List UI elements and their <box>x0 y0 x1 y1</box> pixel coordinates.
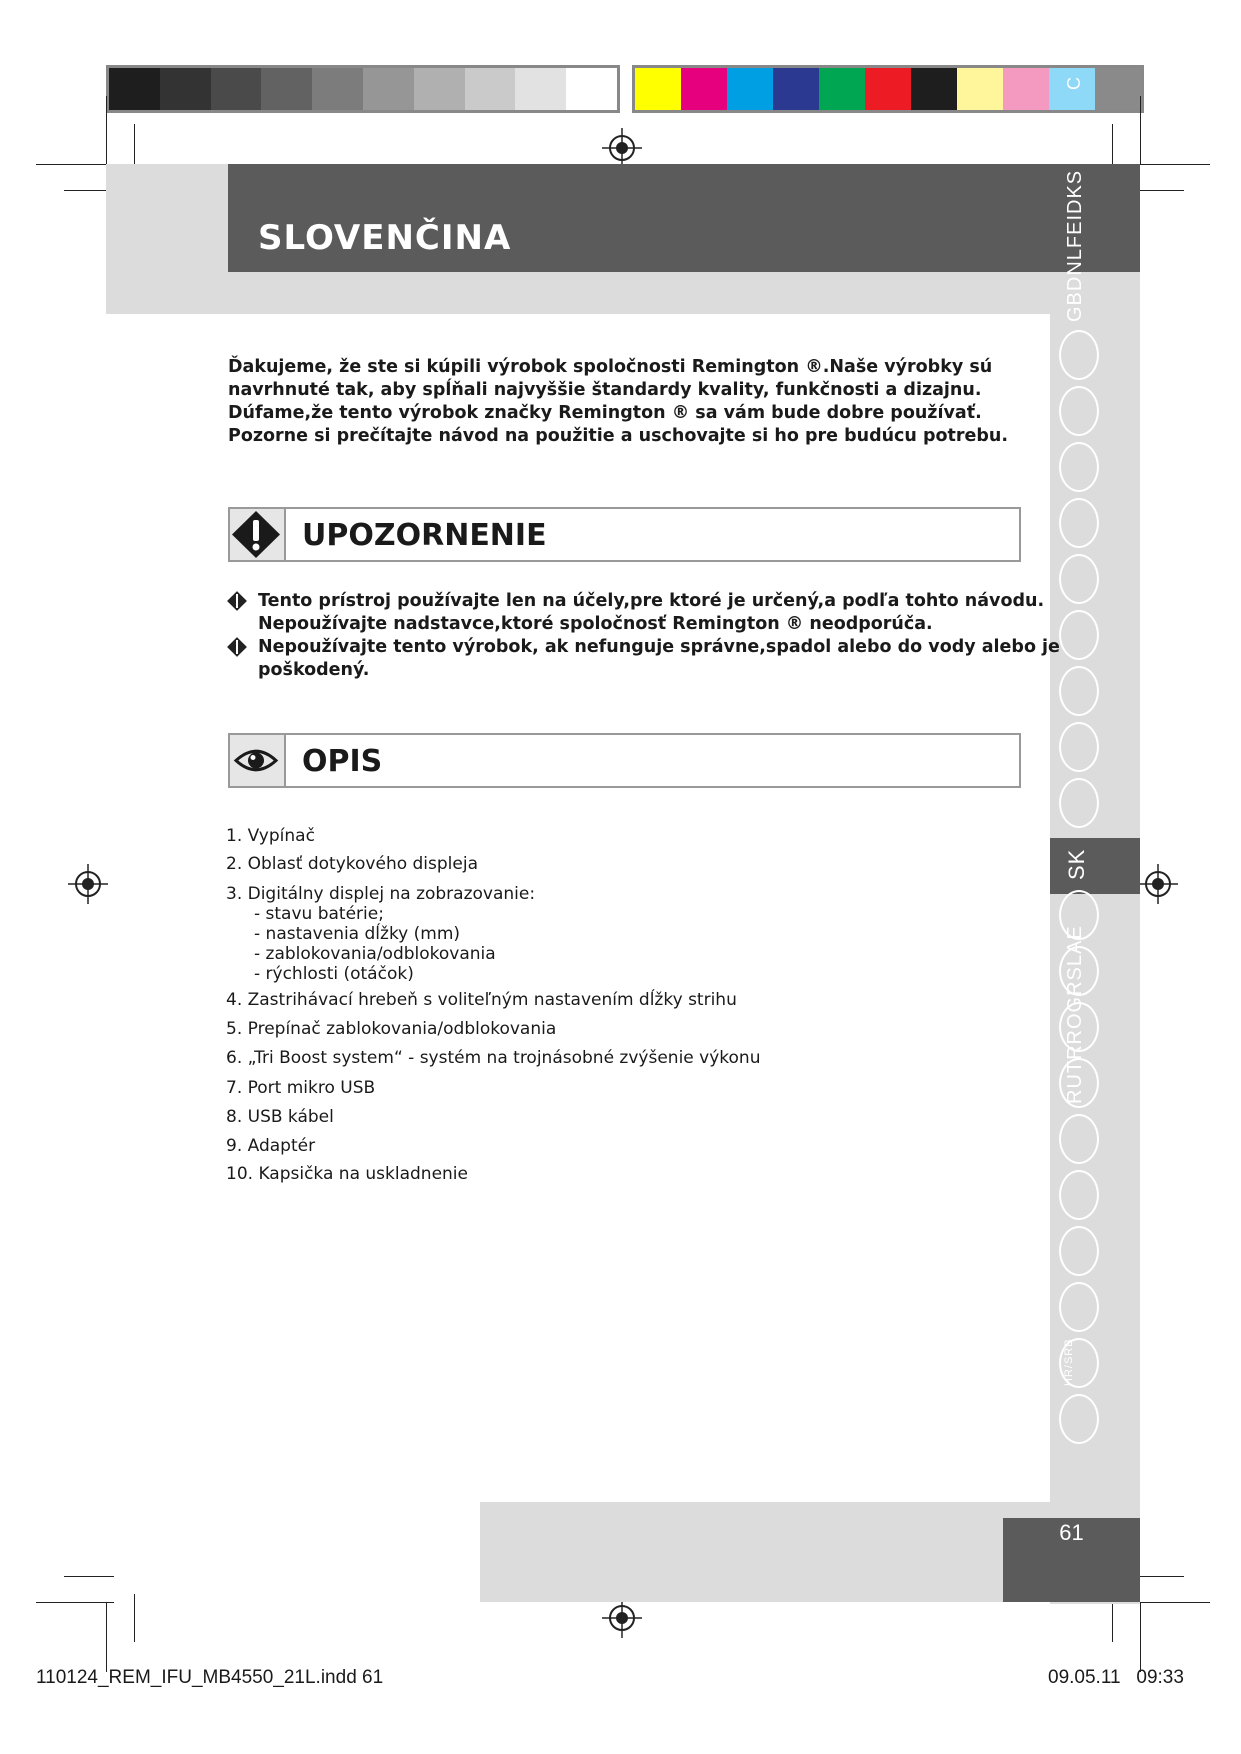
sub-list-item: - zablokovania/odblokovania <box>254 944 496 964</box>
sub-list-item: - nastavenia dĺžky (mm) <box>254 924 461 944</box>
description-section-title: OPIS <box>302 744 383 779</box>
list-item: 8. USB kábel <box>226 1107 334 1127</box>
crop-mark <box>1140 1576 1184 1577</box>
intro-line: Dúfame,že tento výrobok značky Remington ® sa vám bude dobre používať. <box>228 403 982 423</box>
description-section-header <box>228 733 1021 788</box>
crop-mark <box>106 1602 107 1672</box>
language-tab-circle <box>1059 1394 1099 1444</box>
crop-mark <box>64 1576 114 1577</box>
color-swatch <box>414 68 465 110</box>
language-tab-circle <box>1059 386 1099 436</box>
color-swatch <box>515 68 566 110</box>
warning-item-line: Tento prístroj používajte len na účely,pre ktoré je určený,a podľa tohto návodu. <box>258 591 1045 611</box>
color-swatch <box>566 68 617 110</box>
color-swatch <box>865 68 911 110</box>
color-swatch <box>681 68 727 110</box>
language-tab-hr-srb: HR/SRB <box>1063 1338 1075 1386</box>
list-item: 1. Vypínač <box>226 826 315 846</box>
language-tab-circle <box>1059 1114 1099 1164</box>
crop-mark <box>1140 190 1184 191</box>
intro-line: Pozorne si prečítajte návod na použitie a uschovajte si ho pre budúcu potrebu. <box>228 426 1009 446</box>
page-number: 61 <box>1059 1520 1084 1545</box>
intro-paragraph <box>228 356 1018 448</box>
color-swatch <box>773 68 819 110</box>
warning-section-title: UPOZORNENIE <box>302 518 547 553</box>
list-item: 4. Zastrihávací hrebeň s voliteľným nastavením dĺžky strihu <box>226 990 737 1010</box>
color-swatch <box>819 68 865 110</box>
warning-icon <box>230 509 282 560</box>
color-swatch <box>465 68 516 110</box>
registration-mark-icon <box>602 128 642 168</box>
list-item: 3. Digitálny displej na zobrazovanie: <box>226 884 536 904</box>
warning-section-header <box>228 507 1021 562</box>
warning-item-line: Nepoužívajte nadstavce,ktoré spoločnosť Remington ® neodporúča. <box>258 614 933 634</box>
list-item: 7. Port mikro USB <box>226 1078 376 1098</box>
language-tab-circle <box>1059 330 1099 380</box>
color-swatch <box>109 68 160 110</box>
intro-line: Ďakujeme, že ste si kúpili výrobok spoločnosti Remington ®.Naše výrobky sú <box>228 357 993 377</box>
language-tab-circle <box>1059 666 1099 716</box>
language-tab-circle <box>1059 610 1099 660</box>
crop-mark <box>36 1602 114 1603</box>
crop-mark <box>106 96 107 164</box>
language-tab-sk[interactable]: SK <box>1064 848 1089 880</box>
language-tab-labels-top: GBDNLFEIDKS <box>1064 169 1086 322</box>
grey-color-bar <box>106 65 620 113</box>
color-swatch <box>727 68 773 110</box>
language-tab-circle <box>1059 1282 1099 1332</box>
warning-item-line: Nepoužívajte tento výrobok, ak nefunguje správne,spadol alebo do vody alebo je <box>258 637 1060 657</box>
crop-mark <box>1140 1602 1141 1672</box>
footer-file-slug: 110124_REM_IFU_MB4550_21L.indd 61 <box>36 1667 384 1688</box>
registration-mark-icon <box>602 1598 642 1638</box>
list-item: 5. Prepínač zablokovania/odblokovania <box>226 1019 557 1039</box>
language-tab-circle <box>1059 722 1099 772</box>
intro-line: navrhnuté tak, aby spĺňali najvyššie štandardy kvality, funkčnosti a dizajnu. <box>228 380 982 400</box>
language-tab-circle <box>1059 1226 1099 1276</box>
eye-icon <box>230 735 282 786</box>
color-swatch <box>1095 68 1141 110</box>
footer-date-time: 09.05.11 09:33 <box>1048 1667 1184 1688</box>
list-item: 10. Kapsička na uskladnenie <box>226 1164 468 1184</box>
language-tab-circle <box>1059 554 1099 604</box>
color-swatch <box>160 68 211 110</box>
warning-item-line: poškodený. <box>258 660 370 680</box>
warning-icon-cell <box>230 509 286 560</box>
color-swatch <box>635 68 681 110</box>
color-swatch <box>957 68 1003 110</box>
language-tab-label-cz: C <box>1064 76 1084 90</box>
crop-mark <box>1140 164 1210 165</box>
list-item: 9. Adaptér <box>226 1136 316 1156</box>
language-tab-circle <box>1059 498 1099 548</box>
eye-icon-cell <box>230 735 286 786</box>
language-tab-labels-middle: RUTRROGRSLAE <box>1064 925 1086 1104</box>
crop-mark <box>1140 96 1141 164</box>
language-tab-circle <box>1059 442 1099 492</box>
page-title: SLOVENČINA <box>258 218 512 258</box>
language-tab-circle <box>1059 1170 1099 1220</box>
color-swatch <box>911 68 957 110</box>
language-tab-circle <box>1059 778 1099 828</box>
list-item: 6. „Tri Boost system“ - systém na trojnásobné zvýšenie výkonu <box>226 1048 761 1068</box>
color-swatch <box>363 68 414 110</box>
color-swatch <box>261 68 312 110</box>
registration-mark-icon <box>68 864 108 904</box>
warning-item <box>226 636 1060 682</box>
list-item: 2. Oblasť dotykového displeja <box>226 854 479 874</box>
sub-list-item: - stavu batérie; <box>254 904 384 924</box>
crop-mark <box>1140 1602 1210 1603</box>
color-swatch <box>312 68 363 110</box>
color-swatch <box>1003 68 1049 110</box>
crop-mark <box>134 1594 135 1642</box>
registration-mark-icon <box>1138 864 1178 904</box>
warning-item <box>226 590 1045 636</box>
color-swatch <box>211 68 262 110</box>
sub-list-item: - rýchlosti (otáčok) <box>254 964 414 984</box>
crop-mark <box>36 164 114 165</box>
